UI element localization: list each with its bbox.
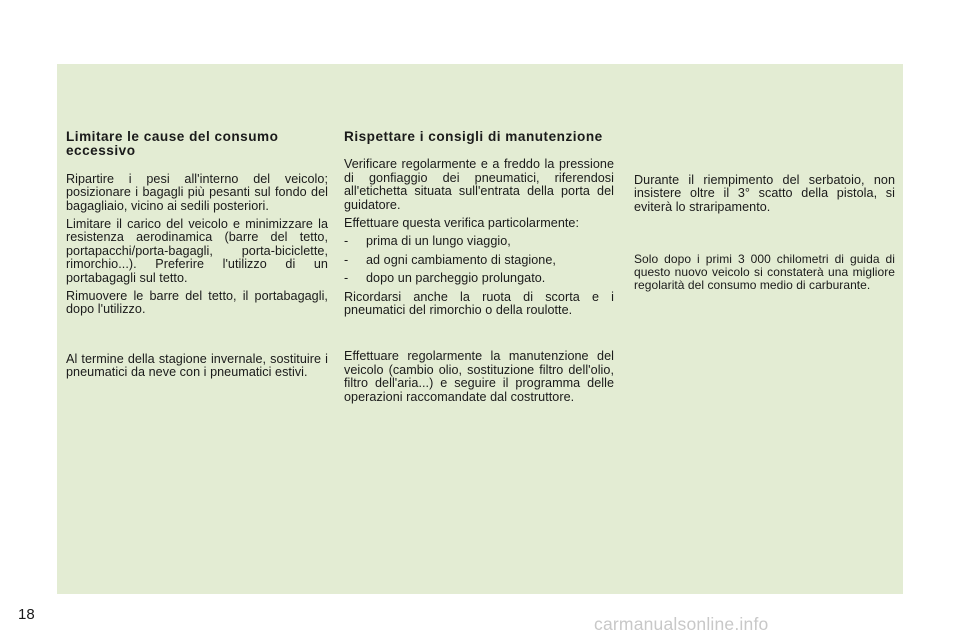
bullet-dash: - — [344, 234, 349, 249]
paragraph-load-aerodynamics: Limitare il carico del veicolo e minimizzare la resistenza aerodinamica (barre del tetto, portapacchi/porta-bagagli, porta-biciclette, rimorchio...). Preferire l'utilizzo di un portabagagli sul tetto. — [66, 217, 328, 285]
column-fuel-consumption — [66, 130, 328, 385]
spacer — [634, 219, 895, 253]
list-item-text: dopo un parcheggio prolungato. — [366, 271, 546, 286]
paragraph-spare-wheel: Ricordarsi anche la ruota di scorta e i pneumatici del rimorchio o della roulotte. — [344, 289, 614, 318]
paragraph-tyre-pressure: Verificare regolarmente e a freddo la pressione di gonfiaggio dei pneumatici, riferendosi all'etichetta situata sull'entrata della porta del guidatore. — [344, 157, 614, 212]
paragraph-winter-tyres: Al termine della stagione invernale, sostituire i pneumatici da neve con i pneumatici estivi. — [66, 351, 328, 380]
bullet-dash: - — [344, 252, 349, 267]
paragraph-regular-maintenance: Effettuare regolarmente la manutenzione del veicolo (cambio olio, sostituzione filtro dell'olio, filtro dell'aria...) e seguire il programma delle operazioni raccomandate dal costruttore. — [344, 349, 614, 404]
paragraph-first-kilometres: Solo dopo i primi 3 000 chilometri di guida di questo nuovo veicolo si constaterà una migliore regolarità del consumo medio di carburante. — [634, 252, 895, 292]
bullet-dash: - — [344, 271, 349, 286]
heading-limit-consumption: Limitare le cause del consumo eccessivo — [66, 129, 279, 159]
list-item — [344, 235, 614, 248]
list-item-text: prima di un lungo viaggio, — [366, 234, 511, 249]
list-item — [344, 272, 614, 285]
paragraph-refuelling: Durante il riempimento del serbatoio, non insistere oltre il 3° scatto della pistola, si eviterà lo straripamento. — [634, 173, 895, 214]
watermark: carmanualsonline.info — [594, 614, 769, 634]
paragraph-weight-distribution: Ripartire i pesi all'interno del veicolo; posizionare i bagagli più pesanti sul fondo del bagagliaio, vicino ai sedili posteriori. — [66, 171, 328, 213]
spacer — [66, 322, 328, 353]
list-item — [344, 254, 614, 267]
column-maintenance — [344, 130, 614, 409]
column-refuelling — [634, 174, 895, 297]
spacer — [344, 322, 614, 350]
list-item-text: ad ogni cambiamento di stagione, — [366, 252, 556, 267]
page-number: 18 — [18, 606, 35, 623]
paragraph-check-lead: Effettuare questa verifica particolarmente: — [344, 216, 580, 231]
paragraph-remove-roof-bars: Rimuovere le barre del tetto, il portabagagli, dopo l'utilizzo. — [66, 289, 328, 317]
heading-maintenance-advice: Rispettare i consigli di manutenzione — [344, 129, 603, 144]
